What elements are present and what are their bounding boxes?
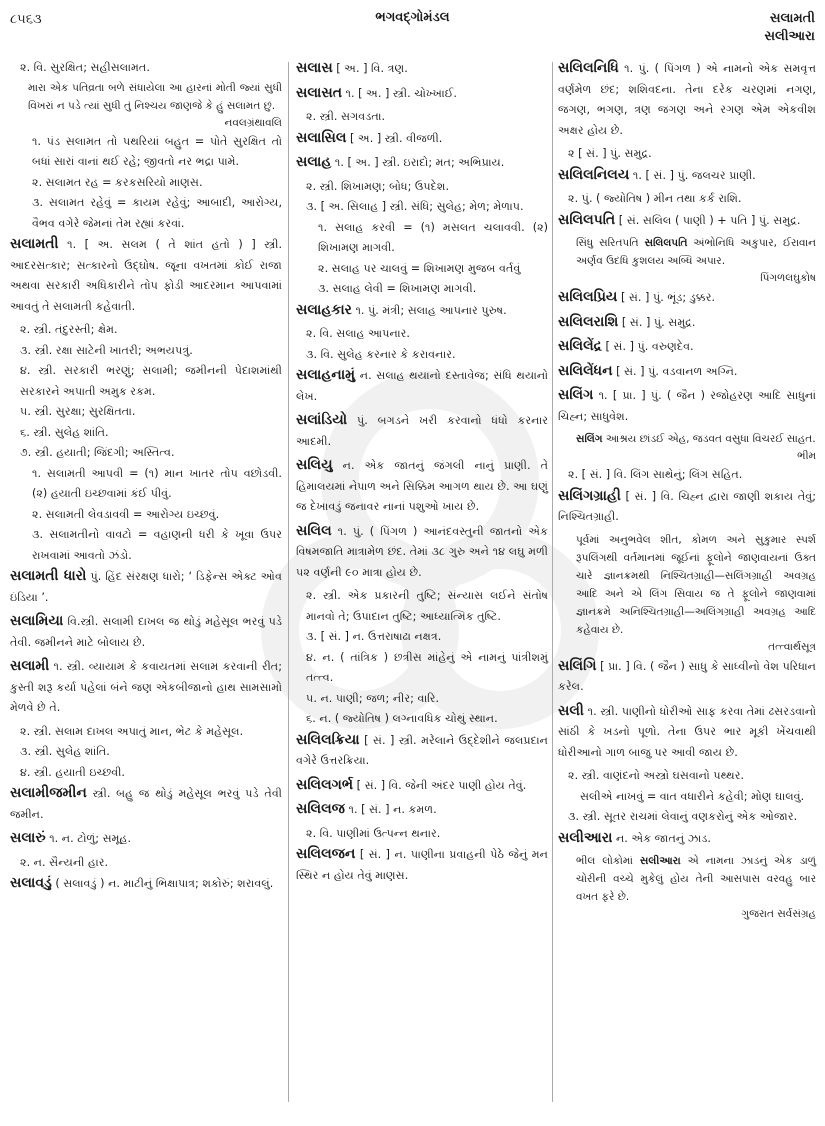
dictionary-entry bbox=[10, 783, 282, 825]
definition: [ અ. ] વિ. ત્રણ. bbox=[336, 62, 408, 75]
definition: ૧. [ સં. ] ન. કમળ. bbox=[348, 803, 437, 816]
headword: સલિલપ્રિય bbox=[558, 289, 618, 305]
headword: સલિલનિધિ bbox=[558, 60, 619, 76]
dictionary-entry bbox=[296, 455, 548, 518]
page-header bbox=[0, 0, 825, 52]
dictionary-entry bbox=[558, 312, 816, 334]
definition: ૧. પું. ( પિંગળ ) એ નામનો એક સમવૃત્ત વર્ણમેળ છંદ; શશિવદના. તેના દરેક ચરણમાં નગણ, જગણ, ભગણ, ત્રણ જગણ અને રગણ એમ એકવીશ અક્ષર હોય છે. bbox=[558, 62, 816, 137]
quotation bbox=[558, 430, 816, 448]
quote-source: તત્ત્વાર્થસૂત્ર bbox=[768, 640, 816, 653]
dictionary-entry bbox=[558, 701, 816, 764]
dictionary-entry bbox=[296, 410, 548, 452]
sense: ૩. [ સં. ] ન. ઉત્તરાષાઢા નક્ષત્ર. bbox=[306, 630, 442, 643]
definition: [ સં. ] સ્ત્રી. મરેલાને ઉદ્દેશીને જલપ્રદાન વગેરે ઉત્તરક્રિયા. bbox=[296, 733, 548, 767]
headword: સલાહકાર bbox=[296, 301, 352, 318]
sense: ૨. ન. સૈન્યની હાર. bbox=[20, 855, 109, 869]
definition: ૧. [ સં. ] પું. જલચર પ્રાણી. bbox=[632, 168, 756, 182]
headword: સલિયુ bbox=[296, 457, 333, 473]
headword: સલાહનામું bbox=[296, 367, 356, 383]
guide-word-last: સલીઆરા bbox=[764, 29, 815, 44]
definition: [ પ્રા. ] વિ. ( જૈન ) સાધુ કે સાધ્વીનો વેશ પરિધાન કરેલ. bbox=[558, 659, 816, 693]
quotation bbox=[558, 852, 816, 906]
column-divider bbox=[288, 62, 289, 1102]
headword: સલામીજમીન bbox=[10, 785, 87, 801]
definition: ૧. [ પ્રા. ] પું. ( જૈન ) રજોહરણ આદિ સાધુનાં ચિહ્ન; સાધુવેશ. bbox=[558, 389, 816, 423]
definition: [ સં. ] પું. વરુણદેવ. bbox=[605, 340, 694, 353]
dictionary-entry bbox=[558, 336, 816, 358]
sense: ૩. સ્ત્રી. સૂતર રાચમાં લેવાનું વણકરોનું એક ઓજાર. bbox=[568, 810, 798, 823]
dictionary-entry bbox=[296, 730, 548, 772]
dictionary-entry bbox=[558, 58, 816, 141]
headword: સલિલજન bbox=[296, 846, 356, 862]
definition: [ સં. ] વિ. જેની અંદર પાણી હોય તેવું. bbox=[356, 778, 527, 792]
page-number: ૮૫૬૩ bbox=[10, 12, 42, 27]
idiom: ૨. સલાહ પર ચાલવું = શિખામણ મુજબ વર્તવું bbox=[318, 261, 521, 275]
definition: ૧. સ્ત્રી. વ્યાયામ કે કવાયતમાં સલામ કરવાની રીત; કુસ્તી શરૂ કર્યા પહેલાં બંને જણ એકબીજાનો હાથ સામસામો મેળવે છે તે. bbox=[10, 660, 282, 714]
quotation: પૂર્વમાં અનુભવેલ શીત, કોમળ અને સુકુમાર સ્પર્શ રૂપલિંગથી વર્તમાનમાં જૂઈનાં ફૂલોને જાણવાયનાં ઉક્ત ચારે જ્ઞાનક્રમથી નિશ્ચિતગ્રાહી—સલિંગગ્રાહી અવગ્રહ આદિ અને એ લિંગ સિવાય જ તે ફૂલોને જાણવામાં જ્ઞાનક્રમે અનિશ્ચિતગ્રાહી—અલિંગગ્રાહી અવગ્રહ આદિ કહેવાય છે. bbox=[576, 533, 816, 636]
dictionary-entry bbox=[558, 656, 816, 698]
dictionary-entry bbox=[296, 521, 548, 584]
headword: સલામતી bbox=[10, 236, 59, 252]
definition: [ સં. ] પું. ભૂંડ; ડુક્કર. bbox=[620, 291, 716, 304]
headword: સલાવડું bbox=[10, 875, 52, 891]
quote-highlight: સલીઆરા bbox=[639, 855, 681, 867]
headword: સલાસિલ bbox=[296, 129, 347, 146]
headword: સલિંગિ bbox=[558, 657, 597, 674]
sense: ૨. વિ. સુરક્ષિત; સહીસલામત. bbox=[20, 61, 150, 74]
dictionary-entry bbox=[10, 873, 282, 895]
definition: સ્ત્રી. બહુ જ થોડું મહેસૂલ ભરવું પડે તેવી જમીન. bbox=[10, 787, 282, 821]
headword: સલી bbox=[558, 702, 584, 719]
idiom: ૩. સલામતીનો વાવટો = વહાણની ધરી કે ખૂવા ઉપર રાખવામાં આવતો ઝંડો. bbox=[32, 528, 282, 562]
dictionary-entry bbox=[10, 566, 282, 608]
definition: ન. એક જાતનું ઝાડ. bbox=[615, 831, 711, 845]
headword: સલીઆરા bbox=[558, 829, 613, 846]
quote-source: ભીમ bbox=[797, 450, 816, 462]
definition: વિ.સ્ત્રી. સલામી દાખલ જ થોડું મહેસૂલ ભરવું પડે તેવી. જમીનને માટે બોલાય છે. bbox=[10, 615, 282, 649]
column-left bbox=[10, 58, 282, 898]
headword: સલારું bbox=[10, 830, 46, 846]
sense: ૨. સ્ત્રી. શિખામણ; બોધ; ઉપદેશ. bbox=[306, 179, 450, 193]
dictionary-entry bbox=[558, 361, 816, 383]
headword: સલાંડિયો bbox=[296, 412, 348, 428]
sense: ૬. સ્ત્રી. સુલેહ શાંતિ. bbox=[20, 425, 109, 439]
sense: ૪. સ્ત્રી. સરકારી ભરણું; સલામી; જમીનની પેદાશમાંથી સરકારને અપાતી અમુક રકમ. bbox=[20, 364, 282, 398]
quotation bbox=[558, 234, 816, 270]
headword: સલિલેંદ્ર bbox=[558, 338, 602, 354]
definition: ન. સલાહ થયાનો દસ્તાવેજ; સંધિ થયાનો લેખ. bbox=[296, 369, 548, 403]
sense: ૨. સ્ત્રી. તંદુરસ્તી; ક્ષેમ. bbox=[20, 323, 118, 336]
sense: ૪. સ્ત્રી. હયાતી ઇચ્છવી. bbox=[20, 765, 125, 779]
quote-source: ગુજરાત સર્વસંગ્રહ bbox=[741, 908, 816, 920]
sense: ૨. સ્ત્રી. વાણંદનો અસ્ત્રો ઘસવાનો પથ્થર. bbox=[568, 769, 745, 782]
dictionary-entry bbox=[296, 799, 548, 821]
definition: [ અ. ] સ્ત્રી. વીજળી. bbox=[350, 131, 443, 145]
headword: સલાસ bbox=[296, 60, 333, 76]
sense: ૨ [ સં. ] પું. સમુદ્ર. bbox=[568, 147, 652, 160]
definition: ( સલાવડું ) ન. માટીનું ભિક્ષાપાત્ર; શકોરું; શરાવલું. bbox=[55, 877, 274, 890]
definition: [ સં. ] વિ. ચિહ્ન દ્વારા જાણી શકાય તેવું; નિશ્ચિતગ્રાહી. bbox=[558, 489, 816, 523]
dictionary-entry bbox=[558, 165, 816, 187]
idiom: સલીએ નાખવું = વાત વધારીને કહેવી; મોણ ઘાલવું. bbox=[580, 789, 805, 803]
headword: સલિલરાશિ bbox=[558, 313, 619, 330]
idiom: ૧. સલામતી આપવી = (૧) માન ખાતર તોપ વછોડવી. (૨) હયાતી ઇચ્છવામાં કંઈ પીવું. bbox=[32, 466, 282, 500]
guide-word-first: સલામતી bbox=[769, 11, 815, 26]
dictionary-entry bbox=[558, 486, 816, 528]
dictionary-entry bbox=[10, 828, 282, 850]
quote-text: આશ્રય છાંડઈ એહ, જડવત વસુધા વિચરઈ સાહત. bbox=[602, 433, 816, 445]
headword: સલિલેંધન bbox=[558, 362, 613, 379]
dictionary-entry bbox=[558, 385, 816, 427]
sense: ૪. ન. ( તાંત્રિક ) છત્રીસ માંહેનું એ નામનું પાંત્રીશમું તત્ત્વ. bbox=[306, 650, 548, 684]
dictionary-entry bbox=[296, 58, 548, 80]
definition: ૧. [ અ. ] સ્ત્રી. ઇરાદો; મત; અભિપ્રાય. bbox=[334, 156, 505, 169]
dictionary-entry bbox=[558, 287, 816, 309]
definition: ૧. પું. મંત્રી; સલાહ આપનાર પુરુષ. bbox=[355, 303, 507, 317]
dictionary-entry bbox=[296, 83, 548, 105]
sense: ૩. સ્ત્રી. સુલેહ શાંતિ. bbox=[20, 745, 110, 758]
quote-text: એ નામના ઝાડનું એક ડાળું ચોરીની વચ્ચે મુકેલું હોય તેની આસપાસ વરવહુ બાર વખત ફરે છે. bbox=[576, 855, 816, 903]
dictionary-entry bbox=[296, 365, 548, 407]
headword: સલિલપતિ bbox=[558, 211, 616, 228]
dictionary-entry bbox=[10, 656, 282, 719]
dictionary-entry bbox=[10, 611, 282, 653]
dictionary-entry bbox=[296, 775, 548, 797]
quote-text: ભીલ લોકોમાં bbox=[576, 855, 640, 867]
headword: સલામી bbox=[10, 658, 50, 674]
quote-highlight: સલિલપતિ bbox=[644, 237, 688, 249]
sense: ૩. [ અ. સિલાહ ] સ્ત્રી. સંધિ; સુલેહ; મેળ; મેળાપ. bbox=[306, 200, 524, 213]
headword: સલિલક્રિયા bbox=[296, 731, 360, 748]
definition: ન. એક જાતનું જંગલી નાનું પ્રાણી. તે હિમાલયમાં નેપાળ અને સિક્કિમ આગળ થાય છે. આ ઘણું જ દેખાવડું જનાવર નાનાં પશુઓ ખાય છે. bbox=[296, 459, 549, 513]
sense: ૨. વિ. પાણીમાં ઉત્પન્ન થનાર. bbox=[306, 826, 441, 840]
idiom: ૩. સલામત રહેવું = કાયમ રહેવું; આબાદી, આરોગ્ય, વૈભવ વગેરે જેમનાં તેમ રહ્યાં કરવાં. bbox=[32, 196, 282, 230]
sense: ૩. સ્ત્રી. રક્ષા સાટેની ખાતરી; અભયપત્રું. bbox=[20, 343, 193, 357]
headword: સલામિયા bbox=[10, 613, 64, 629]
idiom: ૩. સલાહ લેવી = શિખામણ માગવી. bbox=[318, 282, 477, 295]
sense: ૫. ન. પાણી; જળ; નીર; વારિ. bbox=[306, 691, 440, 705]
sense: ૬. ન. ( જ્યોતિષ ) લગ્નાવધિક ચોથું સ્થાન. bbox=[306, 712, 498, 725]
definition: ૧. સ્ત્રી. પાણીનો ધોરીઓ સાફ કરવા તેમાં ઢસરડવાનો સાંઠી કે ખડનો પૂળો. તેના ઉપર ભાર મૂકી ખેંચવાથી ધોરીઆનો ગાળ બાજુ પર આવી જાય છે. bbox=[558, 704, 816, 759]
dictionary-entry bbox=[296, 300, 548, 322]
definition: પું. બગડને ખરી કરવાનો ધંધો કરનાર આદમી. bbox=[296, 414, 548, 448]
headword: સલાસત bbox=[296, 84, 342, 101]
sense: ૨. સ્ત્રી. સગવડતા. bbox=[306, 110, 386, 123]
quote-highlight: સલિંગ bbox=[576, 433, 603, 445]
headword: સલિંગ bbox=[558, 387, 594, 403]
definition: પું. હિંદ સંરક્ષણ ધારો; ‘ ડિફેન્સ એક્ટ ઓવ ઇંડિયા ’. bbox=[10, 570, 283, 604]
column-right bbox=[558, 58, 816, 923]
definition: [ સં. સલિલ ( પાણી ) + પતિ ] પું. સમુદ્ર. bbox=[618, 213, 801, 227]
sense: ૨. સ્ત્રી. એક પ્રકારની તુષ્ટિ; સંન્યાસ લઈને સંતોષ માનવો તે; ઉપાદાન તુષ્ટિ; આધ્યાત્મિક તુષ્ટિ. bbox=[306, 589, 548, 623]
definition: [ સં. ] પું. વડવાનળ અગ્નિ. bbox=[616, 364, 738, 378]
sense: ૨. પું. ( જ્યોતિષ ) મીન તથા કર્ક રાશિ. bbox=[568, 192, 742, 205]
dictionary-entry bbox=[296, 152, 548, 174]
sense: ૨. સ્ત્રી. સલામ દાખલ અપાતું માન, ભેટ કે મહેસૂલ. bbox=[20, 724, 244, 738]
definition: [ સં. ] ન. પાણીના પ્રવાહની પેઠે જેનું મન સ્થિર ન હોય તેવું માણસ. bbox=[296, 848, 548, 882]
quote-text: અંભોનિધિ અકુપાર, ઈરાવાન અર્ણવ ઉદધિ કુશલય અબ્ધિ અપાર. bbox=[576, 237, 816, 267]
sense: ૫. સ્ત્રી. સુરક્ષા; સુરક્ષિતતા. bbox=[20, 405, 136, 418]
sense: ૭. સ્ત્રી. હયાતી; જિંદગી; અસ્તિત્વ. bbox=[20, 446, 175, 459]
headword: સલિલગર્ભ bbox=[296, 776, 354, 793]
idiom: ૨. સલામતી લેવડાવવી = આરોગ્ય ઇચ્છવું. bbox=[32, 507, 220, 521]
dictionary-entry bbox=[558, 828, 816, 850]
headword: સલિલનિલય bbox=[558, 166, 630, 183]
definition: [ સં. ] પું. સમુદ્ર. bbox=[621, 315, 696, 329]
idiom: ૧. પંડ સલામત તો પથરિયાં બહુત = પોતે સુરક્ષિત તો બધાં સારાં વાનાં થઈ રહે; જીવતો નર ભદ્રા પામે. bbox=[32, 134, 282, 168]
definition: ૧. ન. ટોળું; સમૂહ. bbox=[49, 832, 132, 845]
headword: સલામતી ધારો bbox=[10, 568, 87, 584]
dictionary-entry bbox=[558, 210, 816, 232]
definition: ૧. પું. ( પિંગળ ) આનંદવસ્તુની જાતનો એક વિષમજાતિ માત્રામેળ છંદ. તેમાં ૩૮ ગુરુ અને ૧૪ લઘુ મળી ૫૨ વર્ણની ૯૦ માત્રા હોય છે. bbox=[296, 524, 548, 579]
quote-source: પિંગળલઘુકોષ bbox=[760, 272, 816, 284]
headword: સલાહ bbox=[296, 154, 332, 170]
headword: સલિંગગ્રાહી bbox=[558, 487, 621, 504]
definition: ૧. [ અ. ] સ્ત્રી. ચોખ્ખાઈ. bbox=[345, 86, 457, 100]
sense: ૨. વિ. સલાહ આપનાર. bbox=[306, 327, 410, 340]
headword: સલિલજ bbox=[296, 801, 345, 817]
dictionary-entry bbox=[296, 128, 548, 150]
book-title: ભગવદ્ગોમંડલ bbox=[375, 10, 450, 25]
idiom: ૧. સલાહ કરવી = (૧) મસલત ચલાવવી. (૨) શિખામણ માગવી. bbox=[318, 220, 548, 254]
guide-words bbox=[764, 10, 815, 46]
sense: ૩. વિ. સુલેહ કરનાર કે કરાવનાર. bbox=[306, 347, 456, 361]
headword: સલિલ bbox=[296, 522, 332, 539]
quote-source: નવલગ્રંથાવલિ bbox=[224, 116, 282, 129]
idiom: ૨. સલામત રહ = કરકસરિયો માણસ. bbox=[32, 175, 203, 189]
quote-text: સિંધુ સરિતપતિ bbox=[576, 237, 645, 249]
sense: ૨. [ સં. ] વિ. લિંગ સાથેનું; લિંગ સહિત. bbox=[568, 468, 743, 481]
dictionary-entry bbox=[296, 844, 548, 886]
column-divider bbox=[552, 62, 553, 1102]
column-middle bbox=[296, 58, 548, 889]
definition: ૧. [ અ. સલમ ( તે શાંત હતો ) ] સ્ત્રી. આદરસત્કાર; સત્કારનો ઉદ્ઘોષ. જૂના વખતમાં કોઈ રાજા અથવા સરકારી અધિકારીને તોપ ફોડી આદરમાન આપવામાં આવતું તે સલામતી કહેવાતી. bbox=[10, 238, 283, 313]
quotation: મારા એક પતિવ્રતા બળે સંધાયેલા આ હારનાં મોતી જ્યાં સુધી વિખરાં ન પડે ત્યાં સુધી તું નિશ્ચય જાણજે કે હું સલામત છું. bbox=[28, 81, 282, 112]
dictionary-entry bbox=[10, 234, 282, 317]
